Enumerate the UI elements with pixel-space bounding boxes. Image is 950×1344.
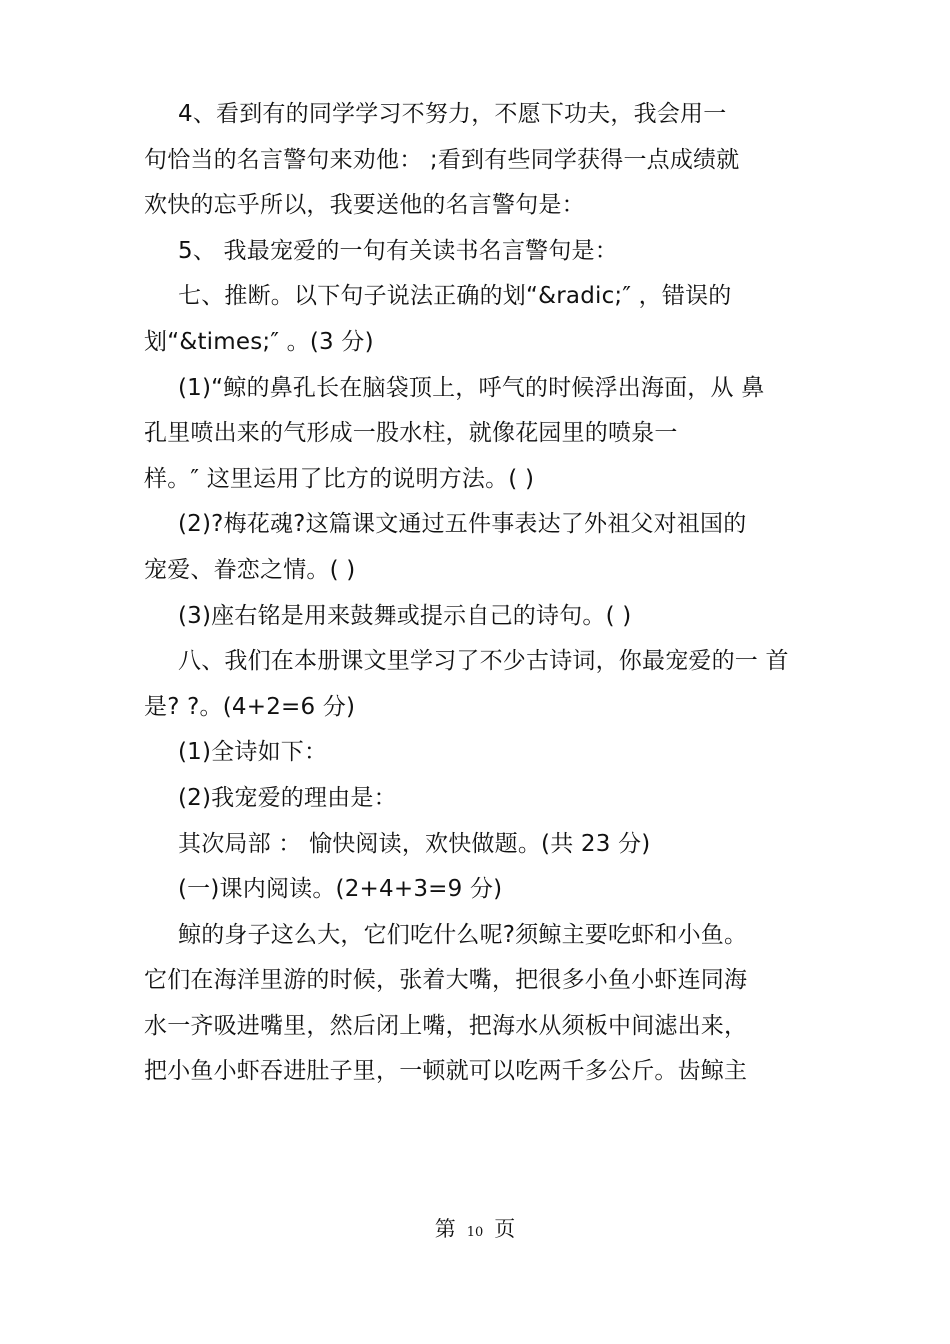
text-line: 宠爱、眷恋之情。( ) [144, 556, 356, 583]
reading-passage-line: 把小鱼小虾吞进肚子里，一顿就可以吃两千多公斤。齿鲸主 [144, 1058, 748, 1085]
text-line: 5、 我最宠爱的一句有关读书名言警句是： [178, 237, 618, 264]
section-heading-7: 七、推断。以下句子说法正确的划“&radic;″ ，错误的 [178, 283, 732, 310]
question-item-2: (2)?梅花魂?这篇课文通过五件事表达了外祖父对祖国的 [178, 511, 747, 538]
text-line: 4、看到有的同学学习不努力，不愿下功夫，我会用一 [178, 101, 727, 127]
section-heading-8: 八、我们在本册课文里学习了不少古诗词，你最宠爱的一 首 [178, 648, 789, 675]
page-footer [0, 1213, 950, 1243]
reading-passage-line: 水一齐吸进嘴里，然后闭上嘴，把海水从须板中间滤出来， [144, 1012, 748, 1039]
part-heading: 其次局部 ： 愉快阅读，欢快做题。(共 23 分) [178, 830, 651, 857]
text-line: 样。″ 这里运用了比方的说明方法。( ) [144, 465, 535, 492]
reading-passage-line: 鲸的身子这么大，它们吃什么呢?须鲸主要吃虾和小鱼。 [178, 921, 748, 948]
text-line: 划“&times;″ 。(3 分) [144, 328, 374, 355]
footer-prefix: 第 [434, 1217, 456, 1241]
text-line: 句恰当的名言警句来劝他： ;看到有些同学获得一点成绩就 [144, 146, 740, 173]
text-line: 是? ?。(4+2=6 分) [144, 693, 356, 720]
subsection-heading: (一)课内阅读。(2+4+3=9 分) [178, 876, 503, 903]
question-item-1: (1)“鲸的鼻孔长在脑袋顶上，呼气的时候浮出海面，从 鼻 [178, 374, 765, 401]
footer-suffix: 页 [494, 1217, 516, 1241]
question-item-3: (3)座右铭是用来鼓舞或提示自己的诗句。( ) [178, 602, 632, 629]
page-number: 10 [466, 1225, 484, 1240]
reading-passage-line: 它们在海洋里游的时候，张着大嘴，把很多小鱼小虾连同海 [144, 967, 748, 994]
text-line: 孔里喷出来的气形成一股水柱，就像花园里的喷泉一 [144, 420, 678, 447]
answer-item-2: (2)我宠爱的理由是： [178, 784, 397, 811]
answer-item-1: (1)全诗如下： [178, 739, 328, 766]
text-line: 欢快的忘乎所以，我要送他的名言警句是： [144, 192, 585, 219]
document-body [144, 92, 824, 1095]
